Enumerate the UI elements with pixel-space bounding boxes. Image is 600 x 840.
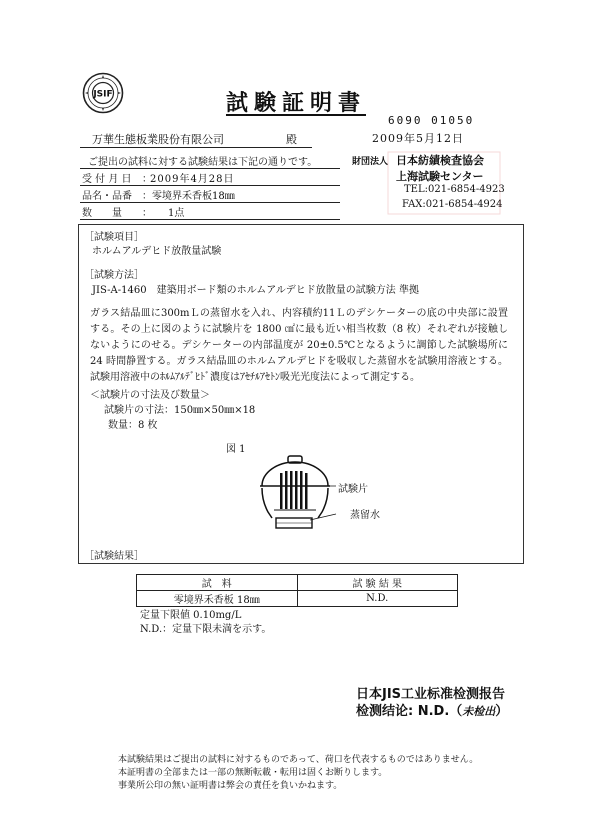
specimen-size: 試験片の寸法：150㎜×50㎜×18: [104, 405, 256, 416]
test-item-text: ホルムアルデヒド放散量試験: [92, 246, 222, 257]
issuer-center: 上海試験センター: [396, 170, 484, 183]
issue-date: 2009年5月12日: [372, 132, 464, 145]
quantity-value: 1点: [168, 208, 185, 219]
nd-note: N.D.：定量下限未満を示す。: [140, 624, 272, 635]
official-stamp: [384, 148, 504, 218]
quantity-label: 数 量: [82, 208, 122, 219]
organization-seal-logo: [82, 72, 124, 114]
issuer-org-name: 日本紡績検査協会: [396, 154, 484, 167]
desiccator-figure: [250, 446, 340, 536]
issuer-org-prefix: 財団法人: [352, 157, 389, 167]
issuer-fax: FAX:021-6854-4924: [402, 199, 503, 210]
results-col-sample: 試 料: [137, 575, 298, 591]
svg-text:JSIF: JSIF: [93, 89, 113, 100]
received-date-label: 受 付 月 日: [82, 174, 132, 185]
result-sample-cell: 零境界禾香板 18㎜: [137, 591, 298, 607]
footer-line-2: 本証明書の全部または一部の無断転載・転用は固くお断りします。: [118, 768, 388, 778]
addressee-underline: [80, 147, 312, 148]
quantification-limit-note: 定量下限値 0.10mg/L: [140, 610, 242, 621]
method-text: JIS-A-1460 建築用ボード類のホルムアルデヒド放散量の試験方法 準拠: [92, 285, 419, 296]
method-paragraph: ガラス結晶皿に300mＬの蒸留水を入れ、内容積約11Ｌのデシケーターの底の中央部に設置する。その上に図のように試験片を 1800 ㎠に最も近い相当枚数（8 枚）それぞれが接触しないようにのせる。デシケーターの内部温度が 20±0.5℃となるように調節した試験場所に 24 時間静置する。ガラス結晶皿のホルムアルデヒドを吸収した蒸留水を試験用溶液とする。 試験用溶液中のﾎﾙﾑｱﾙﾃﾞﾋﾄﾞ濃度はｱｾﾁﾙｱｾﾄﾝ吸光光度法によって測定する。: [90, 308, 508, 383]
results-table: [136, 574, 458, 607]
specimen-count: 数量：8 枚: [108, 420, 158, 431]
specimen-heading: ＜試験片の寸法及び数量＞: [90, 390, 210, 401]
divider: [80, 202, 340, 203]
results-heading: ［試験結果］: [84, 551, 144, 562]
results-col-result: 試 験 結 果: [297, 575, 458, 591]
page-title: 試験証明書: [225, 90, 366, 116]
item-label: 品名・品番: [82, 191, 132, 202]
certificate-number: 6090 01050: [388, 114, 475, 127]
handwritten-conclusion: 未检出: [462, 705, 496, 718]
figure-label: 図 1: [226, 444, 246, 455]
report-title: 日本JIS工业标准检测报告: [356, 687, 506, 702]
divider-top: [80, 168, 340, 169]
table-row: [137, 591, 458, 607]
addressee-name: 万華生態板業股份有限公司: [92, 133, 224, 146]
footer-line-3: 事業所公印の無い証明書は弊会の責任を負いかねます。: [118, 781, 343, 791]
received-date-value: 2009年4月28日: [150, 174, 235, 185]
result-value-cell: N.D.: [297, 591, 458, 607]
divider: [80, 185, 340, 186]
report-conclusion: 检测结论: N.D.（未检出）: [356, 704, 509, 719]
footer-line-1: 本試験結果はご提出の試料に対するものであって、荷口を代表するものではありません。: [118, 755, 479, 765]
figure-label-water: 蒸留水: [350, 510, 380, 521]
intro-text: ご提出の試料に対する試験結果は下記の通りです。: [88, 157, 318, 168]
item-value: 零境界禾香板18㎜: [152, 191, 235, 202]
test-item-heading: ［試験項目］: [84, 232, 144, 243]
addressee-suffix: 殿: [286, 133, 297, 146]
divider: [80, 219, 340, 220]
method-heading: ［試験方法］: [84, 270, 144, 281]
results-header-row: [137, 575, 458, 591]
figure-label-specimen: 試験片: [338, 484, 368, 495]
issuer-tel: TEL:021-6854-4923: [404, 184, 505, 195]
